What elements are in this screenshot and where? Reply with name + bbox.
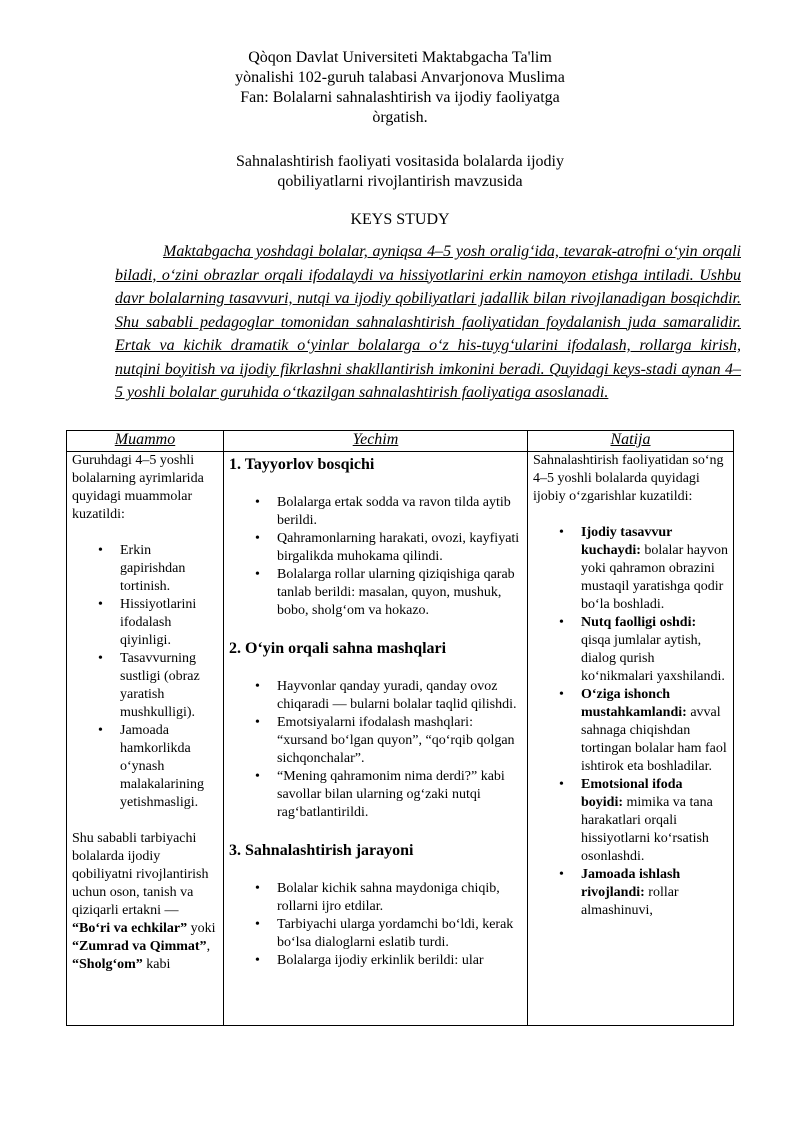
result-lead: Jamoada ishlash rivojlandi: <box>581 867 681 900</box>
list-item <box>581 614 728 686</box>
result-text: mimika va tana harakatlari orqali hissiyotlarni ko‘rsatish osonlashdi. <box>581 795 713 864</box>
header-line: Fan: Bolalarni sahnalashtirish va ijodiy faoliyatga <box>240 89 560 106</box>
result-text: rollar almashinuvi, <box>581 885 679 918</box>
result-cell <box>528 452 734 1026</box>
topic-title <box>200 152 600 192</box>
step-title: 3. Sahnalashtirish jarayoni <box>229 842 414 859</box>
list-item <box>581 524 728 614</box>
step-list <box>229 880 522 970</box>
list-item: • Tasavvurning sustligi (obraz yaratish mushkulligi). <box>120 650 218 722</box>
case-table <box>66 430 734 1026</box>
problem-list <box>72 542 218 812</box>
list-item <box>581 776 728 866</box>
intro-paragraph: Maktabgacha yoshdagi bolalar, ayniqsa 4–5 yosh oralig‘ida, tevarak-atrofni o‘yin orqali biladi, o‘zini obrazlar orqali ifodalaydi va hissiyotlarini erkin namoyon etishga intiladi. Ushbu davr bolalarning tasavvuri, nutqi va ijodiy qobiliyatlari jadallik bilan rivojlanadigan bosqichdir. Shu sababli pedagoglar tomonidan sahnalashtirish faoliyatidan foydalanish juda samaralidir. Ertak va kichik dramatik o‘yinlar bolalarga o‘z his-tuyg‘ularini ifodalash, rollarga kirish, nutqini boyitish va ijodiy fikrlashni shakllantirish imkonini beradi. Quyidagi keys-stadi aynan 4–5 yoshli bolalar guruhida o‘tkazilgan sahnalashtirish faoliyatiga asoslanadi. <box>115 243 741 401</box>
step-title: 1. Tayyorlov bosqichi <box>229 456 375 473</box>
list-item: • Erkin gapirishdan tortinish. <box>120 542 218 596</box>
tale-title: “Bo‘ri va echkilar” <box>72 921 188 936</box>
list-item: • Bolalarga ertak sodda va ravon tilda aytib berildi. <box>277 494 522 530</box>
header-line: yònalishi 102-guruh talabasi Anvarjonova Muslima <box>235 69 565 86</box>
result-text: bolalar hayvon yoki qahramon obrazini mustaqil yaratishga qodir bo‘la boshladi. <box>581 543 729 612</box>
tale-title: “Sholg‘om” <box>72 957 143 972</box>
topic-line: Sahnalashtirish faoliyati vositasida bolalarda ijodiy <box>236 153 564 170</box>
topic-line: qobiliyatlarni rivojlantirish mavzusida <box>277 173 523 190</box>
result-intro: Sahnalashtirish faoliyatidan so‘ng 4–5 yoshli bolalarda quyidagi ijobiy o‘zgarishlar kuzatildi: <box>533 453 724 504</box>
list-item: • Emotsiyalarni ifodalash mashqlari: “xursand bo‘lgan quyon”, “qo‘rqib qolgan sichqonchalar”. <box>277 714 522 768</box>
list-item: • Bolalarga ijodiy erkinlik berildi: ular <box>277 952 522 970</box>
outro-text: Shu sababli tarbiyachi bolalarda ijodiy qobiliyatni rivojlantirish uchun oson, tanish va qiziqarli ertakni — <box>72 831 209 918</box>
list-item: • Hayvonlar qanday yuradi, qanday ovoz chiqaradi — bularni bolalar taqlid qilishdi. <box>277 678 522 714</box>
result-lead: Ijodiy tasavvur kuchaydi: <box>581 525 673 558</box>
result-lead: Emotsional ifoda boyidi: <box>581 777 683 810</box>
result-text: avval sahnaga chiqishdan tortingan bolalar ham faol ishtirok eta boshladilar. <box>581 705 727 774</box>
table-header-row <box>67 431 734 452</box>
outro-text: kabi <box>146 957 171 972</box>
comma: , <box>206 939 211 954</box>
list-item <box>581 686 728 776</box>
result-lead: O‘ziga ishonch mustahkamlandi: <box>581 687 687 720</box>
tale-title: “Zumrad va Qimmat” <box>72 939 207 954</box>
problem-intro: Guruhdagi 4–5 yoshli bolalarning ayrimlarida quyidagi muammolar kuzatildi: <box>72 453 204 522</box>
list-item: • Jamoada hamkorlikda o‘ynash malakalarining yetishmasligi. <box>120 722 218 812</box>
table-row <box>67 452 734 1026</box>
header-solution: Yechim <box>224 431 528 452</box>
step-list <box>229 494 522 620</box>
header-problem: Muammo <box>67 431 224 452</box>
list-item: • Tarbiyachi ularga yordamchi bo‘ldi, kerak bo‘lsa dialoglarni eslatib turdi. <box>277 916 522 952</box>
result-lead: Nutq faolligi oshdi: <box>581 615 697 630</box>
document-header <box>200 48 600 128</box>
list-item: • Bolalar kichik sahna maydoniga chiqib, rollarni ijro etdilar. <box>277 880 522 916</box>
list-item: • Qahramonlarning harakati, ovozi, kayfiyati birgalikda muhokama qilindi. <box>277 530 522 566</box>
result-text: qisqa jumlalar aytish, dialog qurish ko‘nikmalari yaxshilandi. <box>581 633 725 684</box>
list-item: • Hissiyotlarini ifodalash qiyinligi. <box>120 596 218 650</box>
list-item: • Bolalarga rollar ularning qiziqishiga qarab tanlab berildi: masalan, quyon, mushuk, bobo, sholg‘om va hokazo. <box>277 566 522 620</box>
problem-outro <box>72 830 218 974</box>
list-item: • “Mening qahramonim nima derdi?” kabi savollar bilan ularning og‘zaki nutqi rag‘batlantirildi. <box>277 768 522 822</box>
step-title: 2. O‘yin orqali sahna mashqlari <box>229 640 447 657</box>
list-item <box>581 866 728 920</box>
or-word: yoki <box>190 921 216 936</box>
case-title: KEYS STUDY <box>350 211 450 228</box>
problem-cell <box>67 452 224 1026</box>
header-result: Natija <box>528 431 734 452</box>
solution-cell <box>224 452 528 1026</box>
header-line: Qòqon Davlat Universiteti Maktabgacha Ta'lim <box>248 49 552 66</box>
header-line: òrgatish. <box>372 109 428 126</box>
step-list <box>229 678 522 822</box>
result-list <box>533 524 728 920</box>
